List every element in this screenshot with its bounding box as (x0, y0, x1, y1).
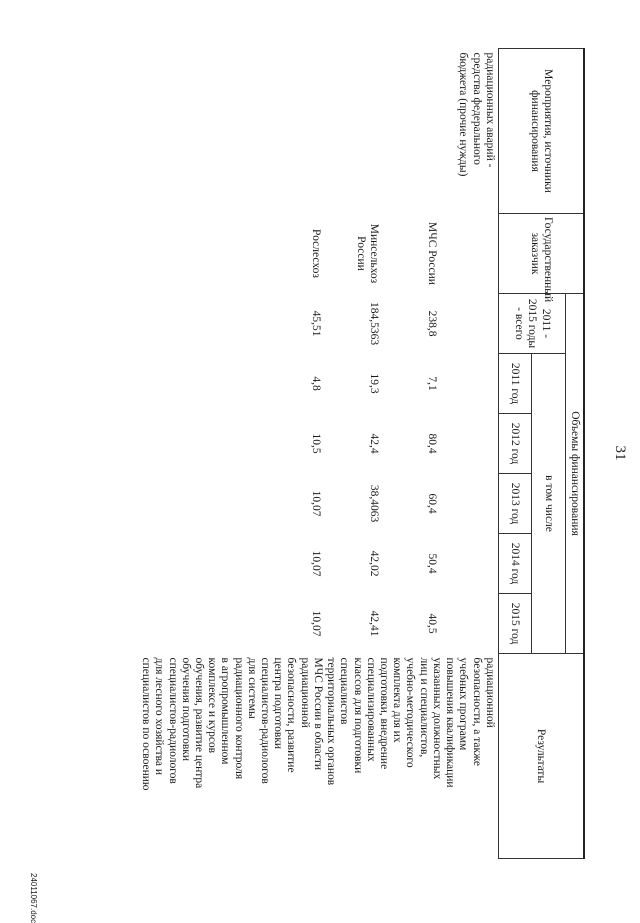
y2013-minselkhoz: 38,4063 (367, 484, 380, 523)
results-line: безопасности, а также (470, 657, 483, 767)
y2012-cell (137, 414, 498, 474)
header-customer: Государственный заказчик (498, 214, 584, 294)
customer-cell (137, 214, 498, 294)
results-line: повышения квалификации (444, 657, 457, 788)
header-results: Результаты (498, 654, 584, 859)
results-line: указанных должностных (430, 657, 443, 780)
header-financing-volume: Объемы финансирования (565, 294, 584, 654)
results-line: для системы (245, 657, 258, 719)
results-line: лиц и специалистов, (417, 657, 430, 758)
y2015-emercom: 40,5 (425, 613, 438, 634)
header-including: в том числе (531, 354, 565, 654)
results-line: специалистов по освоению (140, 657, 153, 791)
y2012-rosleskhoz: 10,5 (309, 433, 322, 454)
results-line: подготовки, внедрение (378, 657, 391, 770)
results-line: радиационного контроля (232, 657, 245, 780)
rotated-landscape-page (29, 28, 628, 923)
y2014-minselkhoz: 42,02 (367, 550, 380, 577)
results-line: классов для подготовки (351, 657, 364, 774)
page-number: 31 (612, 445, 628, 461)
results-cell (137, 654, 498, 859)
results-line: в агропромышленном (219, 657, 232, 765)
results-line: специалистов-радиологов (166, 657, 179, 784)
customer-minselkhoz: Минсельхоз России (354, 223, 380, 284)
results-line: обучения, развитие центра (192, 657, 205, 789)
y2011-emercom: 7,1 (425, 376, 438, 391)
y2014-rosleskhoz: 10,07 (309, 550, 322, 577)
y2012-minselkhoz: 42,4 (367, 433, 380, 454)
total-rosleskhoz: 45,51 (309, 310, 322, 337)
results-line: радиационной (298, 657, 311, 728)
y2013-cell (137, 474, 498, 534)
financing-table (137, 48, 585, 859)
header-year-2014: 2014 год (498, 534, 531, 594)
y2011-cell (137, 354, 498, 414)
header-events: Мероприятия, источники финансирования (498, 49, 584, 214)
results-line: территориальных органов (325, 657, 338, 786)
header-total: 2011 - 2015 годы - всего (498, 294, 565, 354)
total-cell (137, 294, 498, 354)
results-line: учебных программ (457, 657, 470, 751)
event-cell (137, 49, 498, 214)
results-line: для лесного хозяйства и (153, 657, 166, 776)
results-line: безопасности, развитие (285, 657, 298, 773)
y2014-emercom: 50,4 (425, 553, 438, 574)
header-year-2011: 2011 год (498, 354, 531, 414)
y2013-rosleskhoz: 10,07 (309, 490, 322, 517)
y2013-emercom: 60,4 (425, 493, 438, 514)
header-year-2012: 2012 год (498, 414, 531, 474)
results-line: специалистов-радиологов (259, 657, 272, 784)
results-line: радиационной (483, 657, 496, 728)
results-line: МЧС России в области (311, 657, 324, 771)
y2011-minselkhoz: 19,3 (367, 373, 380, 394)
results-line: центра подготовки (272, 657, 285, 750)
y2015-minselkhoz: 42,41 (367, 610, 380, 637)
total-emercom: 238,8 (425, 310, 438, 337)
event-text: радиационных аварий - средства федерального бюджета (прочие нужды) (457, 52, 496, 177)
customer-rosleskhoz: Рослесхоз (309, 229, 322, 278)
y2012-emercom: 80,4 (425, 433, 438, 454)
header-year-2015: 2015 год (498, 594, 531, 654)
results-line: обучения подготовки (179, 657, 192, 762)
document-code: 24011067.doc (29, 873, 38, 923)
results-line: специалистов (338, 657, 351, 725)
results-line: специализированных (364, 657, 377, 762)
header-year-2013: 2013 год (498, 474, 531, 534)
results-line: комплекта для их (391, 657, 404, 743)
y2015-rosleskhoz: 10,07 (309, 610, 322, 637)
results-line: комплексе и курсов (206, 657, 219, 754)
results-line: учебно-методического (404, 657, 417, 768)
y2014-cell (137, 534, 498, 594)
total-minselkhoz: 184,5363 (367, 301, 380, 346)
y2015-cell (137, 594, 498, 654)
y2011-rosleskhoz: 4,8 (309, 376, 322, 391)
customer-emercom: МЧС России (425, 222, 438, 285)
